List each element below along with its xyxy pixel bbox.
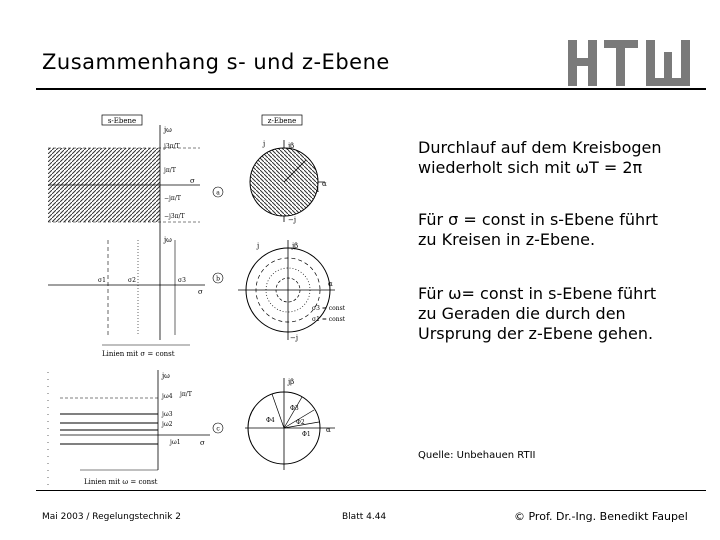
bottom-s-plane [48,370,210,490]
label-sigma3: σ3 [178,277,186,284]
label-jbeta-mid: jβ [292,242,299,250]
label-minus-j: −j [288,216,297,224]
label-jw-bot: jω [162,372,170,380]
text-line: zu Geraden die durch den [418,304,626,323]
panel-letter-c: c [216,425,220,433]
footer-page-number: Blatt 4.44 [342,512,387,522]
label-jw4: jω4 [162,393,173,400]
label-j3pi-T: j3π/T [164,143,180,150]
paragraph-omega-const [418,284,708,344]
footer-divider [36,490,706,491]
text-line: Ursprung der z-Ebene gehen. [418,324,654,343]
paragraph-circle-traversal [418,138,708,178]
label-phi3: Φ3 [290,405,299,412]
source-citation: Quelle: Unbehauen RTII [418,450,536,461]
text-line: Für ω= const in s-Ebene führt [418,284,657,303]
label-phi4: Φ4 [266,417,275,424]
label-jw1: jω1 [170,439,181,446]
label-minus-j3pi-T: −j3π/T [164,213,185,220]
panel-letter-a: a [216,189,220,197]
htw-logo [566,38,692,88]
label-alpha-bot: α [326,426,331,434]
label-jw2: jω2 [162,421,173,428]
label-minus-jpi-T: −jπ/T [164,195,181,202]
label-jw3: jω3 [162,411,173,418]
middle-z-plane [238,240,346,342]
text-line: zu Kreisen in z-Ebene. [418,230,596,249]
caption-omega-const: Linien mit ω = const [84,478,158,486]
text-line: Durchlauf auf dem Kreisbogen [418,138,662,157]
top-s-plane [48,125,200,235]
label-jpi-T-bot: jπ/T [180,391,192,398]
text-line: Für σ = const in s-Ebene führt [418,210,658,229]
label-jpi-T: jπ/T [164,167,176,174]
bottom-z-plane [245,378,335,470]
title-divider [36,88,706,90]
middle-s-plane [48,235,205,358]
label-alpha: α [322,180,327,188]
label-sigma-bot: σ [200,439,205,447]
footer-date-course: Mai 2003 / Regelungstechnik 2 [42,512,181,522]
panel-letter-b: b [216,275,220,283]
label-sigma-mid: σ [198,288,203,296]
label-jw: jω [164,126,172,134]
label-j-mid: j [257,242,260,250]
text-line: wiederholt sich mit ωT = 2π [418,158,643,177]
label-jw-mid: jω [164,236,172,244]
s-plane-header: s-Ebene [107,117,137,125]
label-sigma1-const: σ1 = const [312,316,346,323]
label-sigma1: σ1 [98,277,106,284]
label-sigma2: σ2 [128,277,136,284]
top-z-plane [250,140,327,224]
footer-copyright: © Prof. Dr.-Ing. Benedikt Faupel [514,510,688,523]
label-alpha-mid: α [328,280,333,288]
label-phi2: Φ2 [296,419,305,426]
label-one: 1 [316,187,320,194]
label-jbeta: jβ [288,142,295,150]
z-plane-header: z-Ebene [267,117,297,125]
slide-title: Zusammenhang s- und z-Ebene [42,50,390,74]
label-phi1: Φ1 [302,431,311,438]
s-z-plane-figure [40,110,400,495]
caption-sigma-const: Linien mit σ = const [102,350,175,358]
label-sigma3-const: σ3 = const [312,305,346,312]
label-sigma: σ [190,177,195,185]
label-j: j [263,140,266,148]
paragraph-sigma-const [418,210,708,250]
label-minus-j-mid: −j [290,334,299,342]
label-jbeta-bot: jβ [288,378,295,386]
